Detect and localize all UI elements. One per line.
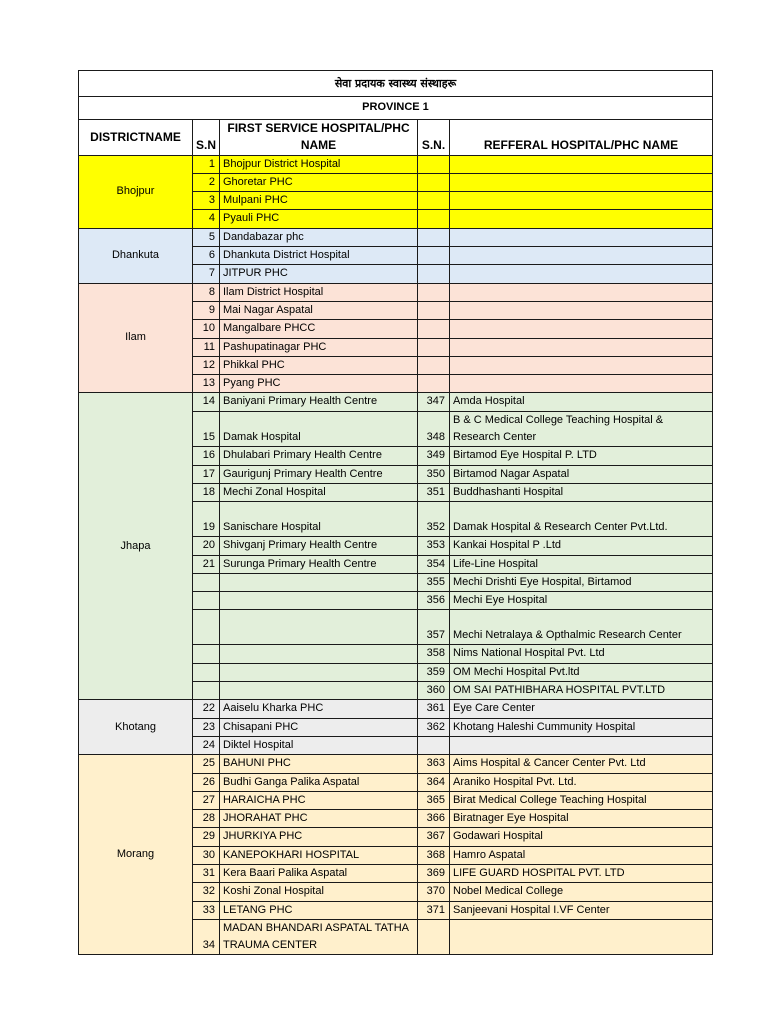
first-service-sn-cell: 30: [193, 846, 220, 864]
first-service-name-cell: Baniyani Primary Health Centre: [220, 393, 418, 411]
first-service-sn-cell: 21: [193, 555, 220, 573]
first-service-sn-cell: 19: [193, 502, 220, 537]
first-service-name-cell: [220, 592, 418, 610]
table-body: [79, 155, 713, 955]
header-sn-referral: S.N.: [418, 137, 450, 155]
referral-sn-cell: [418, 736, 450, 754]
referral-sn-cell: 347: [418, 393, 450, 411]
referral-name-cell: Godawari Hospital: [450, 828, 713, 846]
first-service-sn-cell: 10: [193, 320, 220, 338]
first-service-name-cell: Budhi Ganga Palika Aspatal: [220, 773, 418, 791]
referral-name-cell: Biratnager Eye Hospital: [450, 810, 713, 828]
first-service-sn-cell: 24: [193, 736, 220, 754]
first-service-sn-cell: 9: [193, 301, 220, 319]
referral-name-cell: Aims Hospital & Cancer Center Pvt. Ltd: [450, 755, 713, 773]
referral-name-cell: Eye Care Center: [450, 700, 713, 718]
first-service-sn-cell: 7: [193, 265, 220, 283]
referral-name-cell: [450, 356, 713, 374]
referral-name-cell: Araniko Hospital Pvt. Ltd.: [450, 773, 713, 791]
first-service-sn-cell: 12: [193, 356, 220, 374]
first-service-name-cell: KANEPOKHARI HOSPITAL: [220, 846, 418, 864]
first-service-sn-cell: 33: [193, 901, 220, 919]
first-service-name-cell: Damak Hospital: [220, 411, 418, 447]
referral-sn-cell: 371: [418, 901, 450, 919]
first-service-name-cell: JHORAHAT PHC: [220, 810, 418, 828]
header-blank-sn2: [418, 120, 450, 138]
first-service-name-cell: Ilam District Hospital: [220, 283, 418, 301]
referral-sn-cell: [418, 173, 450, 191]
first-service-sn-cell: 13: [193, 375, 220, 393]
referral-name-cell: [450, 173, 713, 191]
referral-name-cell: Life-Line Hospital: [450, 555, 713, 573]
first-service-sn-cell: [193, 573, 220, 591]
first-service-name-cell: [220, 573, 418, 591]
referral-sn-cell: 352: [418, 502, 450, 537]
referral-sn-cell: [418, 919, 450, 955]
referral-sn-cell: 360: [418, 682, 450, 700]
table-row: [79, 228, 713, 246]
first-service-name-cell: Mechi Zonal Hospital: [220, 483, 418, 501]
sheet-title: सेवा प्रदायक स्वास्थ्य संस्थाहरू: [79, 71, 713, 97]
referral-sn-cell: 355: [418, 573, 450, 591]
first-service-sn-cell: 6: [193, 247, 220, 265]
referral-sn-cell: 365: [418, 791, 450, 809]
province-heading: PROVINCE 1: [79, 97, 713, 120]
referral-name-cell: OM Mechi Hospital Pvt.ltd: [450, 663, 713, 681]
first-service-sn-cell: 29: [193, 828, 220, 846]
referral-sn-cell: 361: [418, 700, 450, 718]
referral-sn-cell: 349: [418, 447, 450, 465]
referral-sn-cell: [418, 375, 450, 393]
referral-sn-cell: 356: [418, 592, 450, 610]
referral-name-cell: LIFE GUARD HOSPITAL PVT. LTD: [450, 864, 713, 882]
header-referral: REFFERAL HOSPITAL/PHC NAME: [450, 137, 713, 155]
first-service-sn-cell: [193, 663, 220, 681]
referral-sn-cell: 370: [418, 883, 450, 901]
referral-sn-cell: 369: [418, 864, 450, 882]
referral-sn-cell: 359: [418, 663, 450, 681]
first-service-name-cell: [220, 645, 418, 663]
referral-sn-cell: [418, 356, 450, 374]
referral-sn-cell: [418, 192, 450, 210]
first-service-name-cell: Bhojpur District Hospital: [220, 155, 418, 173]
first-service-name-cell: BAHUNI PHC: [220, 755, 418, 773]
first-service-name-cell: Pyang PHC: [220, 375, 418, 393]
referral-sn-cell: 357: [418, 610, 450, 645]
first-service-sn-cell: 8: [193, 283, 220, 301]
first-service-name-cell: Shivganj Primary Health Centre: [220, 537, 418, 555]
first-service-name-cell: JITPUR PHC: [220, 265, 418, 283]
first-service-sn-cell: [193, 645, 220, 663]
referral-name-cell: Birtamod Nagar Aspatal: [450, 465, 713, 483]
first-service-name-cell: Mai Nagar Aspatal: [220, 301, 418, 319]
referral-name-cell: [450, 265, 713, 283]
referral-name-cell: [450, 919, 713, 955]
referral-name-cell: [450, 736, 713, 754]
district-name-cell: Dhankuta: [79, 228, 193, 283]
first-service-name-cell: MADAN BHANDARI ASPATAL TATHA TRAUMA CENTER: [220, 919, 418, 955]
referral-sn-cell: 350: [418, 465, 450, 483]
referral-sn-cell: 354: [418, 555, 450, 573]
table-row: [79, 155, 713, 173]
first-service-name-cell: Aaiselu Kharka PHC: [220, 700, 418, 718]
referral-name-cell: [450, 283, 713, 301]
referral-name-cell: Nims National Hospital Pvt. Ltd: [450, 645, 713, 663]
first-service-name-cell: Dhankuta District Hospital: [220, 247, 418, 265]
first-service-sn-cell: 26: [193, 773, 220, 791]
referral-name-cell: [450, 301, 713, 319]
referral-name-cell: [450, 155, 713, 173]
first-service-name-cell: JHURKIYA PHC: [220, 828, 418, 846]
first-service-sn-cell: 32: [193, 883, 220, 901]
referral-name-cell: Damak Hospital & Research Center Pvt.Ltd.: [450, 502, 713, 537]
header-district: DISTRICTNAME: [79, 120, 193, 156]
referral-name-cell: Mechi Netralaya & Opthalmic Research Center: [450, 610, 713, 645]
first-service-sn-cell: 20: [193, 537, 220, 555]
referral-sn-cell: [418, 228, 450, 246]
first-service-sn-cell: 15: [193, 411, 220, 447]
first-service-name-cell: [220, 682, 418, 700]
referral-sn-cell: [418, 155, 450, 173]
referral-name-cell: Nobel Medical College: [450, 883, 713, 901]
referral-name-cell: [450, 247, 713, 265]
first-service-sn-cell: 3: [193, 192, 220, 210]
referral-sn-cell: [418, 301, 450, 319]
first-service-name-cell: Pashupatinagar PHC: [220, 338, 418, 356]
first-service-sn-cell: 22: [193, 700, 220, 718]
referral-name-cell: Mechi Drishti Eye Hospital, Birtamod: [450, 573, 713, 591]
referral-name-cell: [450, 338, 713, 356]
referral-sn-cell: 366: [418, 810, 450, 828]
referral-name-cell: Khotang Haleshi Cummunity Hospital: [450, 718, 713, 736]
first-service-sn-cell: 2: [193, 173, 220, 191]
referral-name-cell: Amda Hospital: [450, 393, 713, 411]
referral-name-cell: Kankai Hospital P .Ltd: [450, 537, 713, 555]
referral-sn-cell: 368: [418, 846, 450, 864]
first-service-name-cell: Mangalbare PHCC: [220, 320, 418, 338]
header-sn: S.N: [193, 137, 220, 155]
first-service-sn-cell: 4: [193, 210, 220, 228]
first-service-sn-cell: 17: [193, 465, 220, 483]
first-service-name-cell: Surunga Primary Health Centre: [220, 555, 418, 573]
referral-sn-cell: [418, 247, 450, 265]
first-service-sn-cell: 27: [193, 791, 220, 809]
referral-sn-cell: [418, 338, 450, 356]
district-name-cell: Morang: [79, 755, 193, 955]
referral-sn-cell: 367: [418, 828, 450, 846]
referral-sn-cell: 364: [418, 773, 450, 791]
first-service-name-cell: Chisapani PHC: [220, 718, 418, 736]
first-service-name-cell: Mulpani PHC: [220, 192, 418, 210]
referral-name-cell: [450, 228, 713, 246]
referral-name-cell: Birtamod Eye Hospital P. LTD: [450, 447, 713, 465]
district-name-cell: Jhapa: [79, 393, 193, 700]
first-service-name-cell: HARAICHA PHC: [220, 791, 418, 809]
table-row: [79, 393, 713, 411]
referral-sn-cell: 363: [418, 755, 450, 773]
district-name-cell: Bhojpur: [79, 155, 193, 228]
first-service-sn-cell: [193, 682, 220, 700]
first-service-name-cell: Sanischare Hospital: [220, 502, 418, 537]
first-service-name-cell: [220, 610, 418, 645]
referral-name-cell: B & C Medical College Teaching Hospital & Research Center: [450, 411, 713, 447]
referral-name-cell: OM SAI PATHIBHARA HOSPITAL PVT.LTD: [450, 682, 713, 700]
table-row: [79, 283, 713, 301]
first-service-sn-cell: 34: [193, 919, 220, 955]
first-service-sn-cell: 23: [193, 718, 220, 736]
first-service-sn-cell: 28: [193, 810, 220, 828]
referral-sn-cell: 351: [418, 483, 450, 501]
referral-name-cell: [450, 210, 713, 228]
first-service-name-cell: [220, 663, 418, 681]
referral-sn-cell: 348: [418, 411, 450, 447]
first-service-sn-cell: [193, 610, 220, 645]
first-service-sn-cell: 18: [193, 483, 220, 501]
referral-sn-cell: 358: [418, 645, 450, 663]
first-service-name-cell: Ghoretar PHC: [220, 173, 418, 191]
first-service-sn-cell: 16: [193, 447, 220, 465]
first-service-name-cell: Pyauli PHC: [220, 210, 418, 228]
first-service-name-cell: Diktel Hospital: [220, 736, 418, 754]
referral-name-cell: [450, 375, 713, 393]
header-first-blank-sn: [193, 120, 220, 138]
first-service-sn-cell: [193, 592, 220, 610]
referral-name-cell: Buddhashanti Hospital: [450, 483, 713, 501]
referral-sn-cell: 362: [418, 718, 450, 736]
first-service-name-cell: LETANG PHC: [220, 901, 418, 919]
hospital-table: [78, 70, 713, 955]
referral-name-cell: Mechi Eye Hospital: [450, 592, 713, 610]
first-service-name-cell: Koshi Zonal Hospital: [220, 883, 418, 901]
referral-name-cell: Hamro Aspatal: [450, 846, 713, 864]
first-service-name-cell: Dandabazar phc: [220, 228, 418, 246]
first-service-sn-cell: 5: [193, 228, 220, 246]
first-service-sn-cell: 11: [193, 338, 220, 356]
referral-name-cell: Birat Medical College Teaching Hospital: [450, 791, 713, 809]
first-service-sn-cell: 14: [193, 393, 220, 411]
referral-sn-cell: 353: [418, 537, 450, 555]
first-service-name-cell: Phikkal PHC: [220, 356, 418, 374]
referral-sn-cell: [418, 283, 450, 301]
referral-sn-cell: [418, 320, 450, 338]
district-name-cell: Khotang: [79, 700, 193, 755]
referral-sn-cell: [418, 210, 450, 228]
first-service-name-cell: Kera Baari Palika Aspatal: [220, 864, 418, 882]
header-referral-blank: [450, 120, 713, 138]
referral-name-cell: [450, 192, 713, 210]
table-row: [79, 755, 713, 773]
first-service-name-cell: Dhulabari Primary Health Centre: [220, 447, 418, 465]
first-service-sn-cell: 25: [193, 755, 220, 773]
header-first-service-line2: NAME: [220, 137, 418, 155]
referral-name-cell: [450, 320, 713, 338]
first-service-sn-cell: 1: [193, 155, 220, 173]
referral-name-cell: Sanjeevani Hospital I.VF Center: [450, 901, 713, 919]
first-service-sn-cell: 31: [193, 864, 220, 882]
referral-sn-cell: [418, 265, 450, 283]
district-name-cell: Ilam: [79, 283, 193, 393]
header-first-service-line1: FIRST SERVICE HOSPITAL/PHC: [220, 120, 418, 138]
first-service-name-cell: Gaurigunj Primary Health Centre: [220, 465, 418, 483]
table-row: [79, 700, 713, 718]
